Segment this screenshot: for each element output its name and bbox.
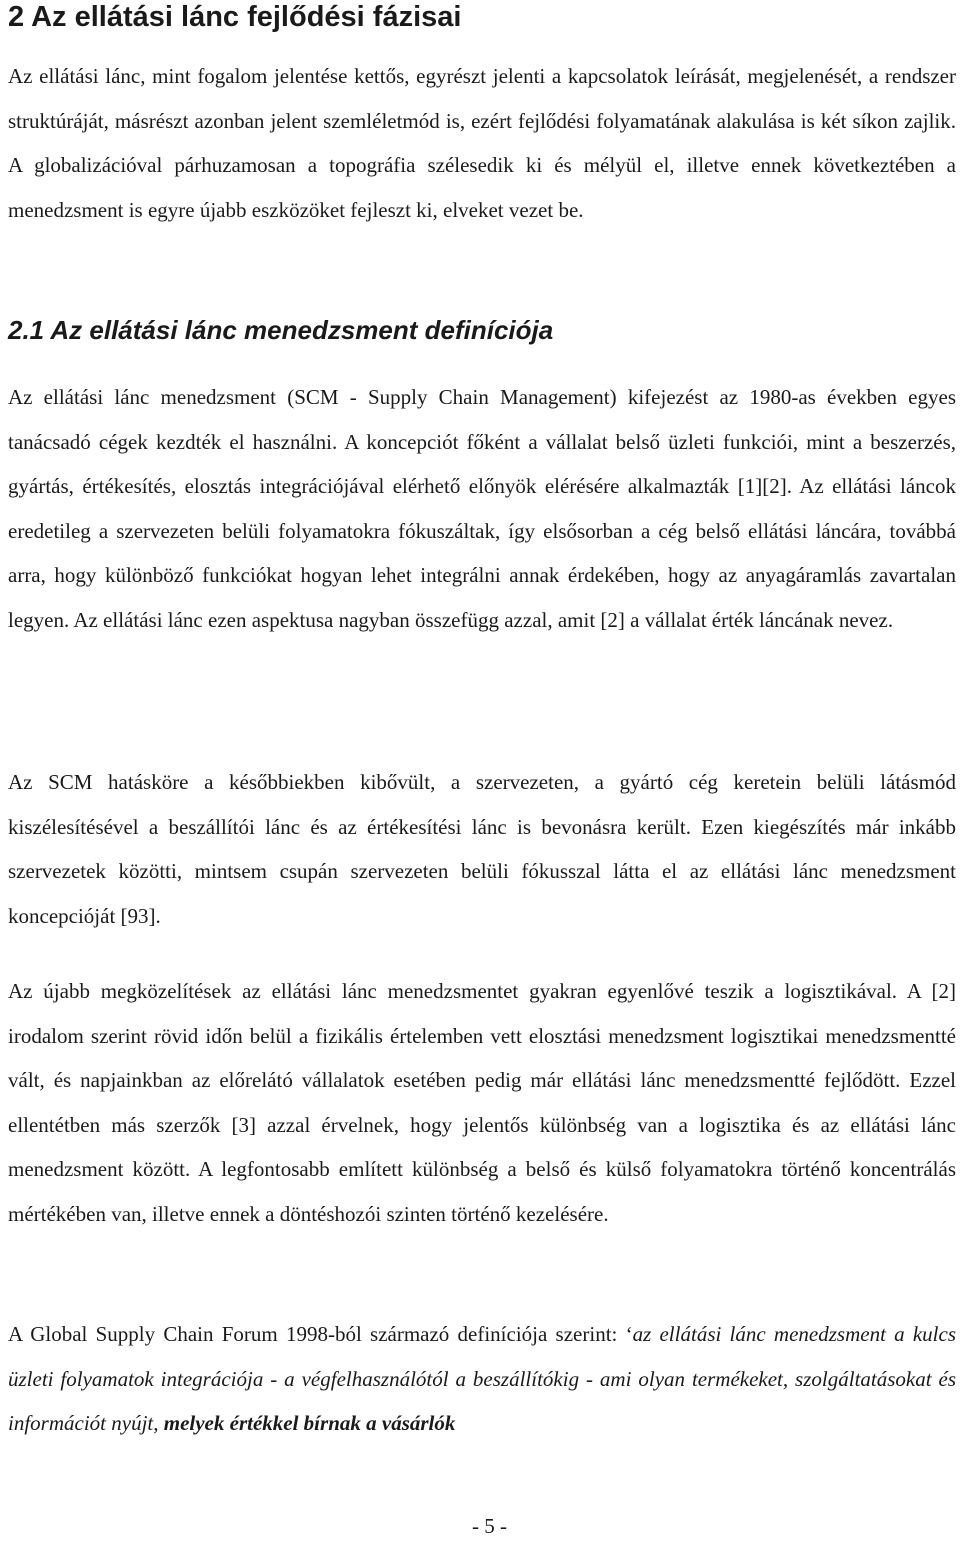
definition-quote-emphasis: melyek értékkel bírnak a vásárlók <box>163 1411 456 1435</box>
body-paragraph-3: Az újabb megközelítések az ellátási lánc menedzsmentet gyakran egyenlővé teszik a logisztikával. A [2] irodalom szerint rövid időn belül a fizikális értelemben vett elosztási menedzsment logisztikai menedzsmentté vált, és napjainkban az előrelátó vállalatok esetében pedig már ellátási lánc menedzsmentté fejlődött. Ezzel ellentétben más szerzők [3] azzal érvelnek, hogy jelentős különbség van a logisztika és az ellátási lánc menedzsment között. A legfontosabb említett különbség a belső és külső folyamatokra történő koncentrálás mértékében van, illetve ennek a döntéshozói szinten történő kezelésére. <box>8 979 956 1226</box>
definition-lead: A Global Supply Chain Forum 1998-ból származó definíciója szerint: ‘ <box>8 1322 633 1346</box>
definition-quote: az ellátási lánc menedzsment a kulcs üzleti folyamatok integrációja - a végfelhasználótól a beszállítókig - ami olyan termékeket, szolgáltatásokat és információt nyújt, <box>8 1322 957 1435</box>
body-paragraph-1: Az ellátási lánc menedzsment (SCM - Supply Chain Management) kifejezést az 1980-as években egyes tanácsadó cégek kezdték el használni. A koncepciót főként a vállalat belső üzleti funkciói, mint a beszerzés, gyártás, értékesítés, elosztás integrációjával elérhető előnyök elérésére alkalmazták [1][2]. Az ellátási láncok eredetileg a szervezeten belüli folyamatokra fókuszáltak, így elsősorban a cég belső ellátási láncára, továbbá arra, hogy különböző funkciókat hogyan lehet integrálni annak érdekében, hogy az anyagáramlás zavartalan legyen. Az ellátási lánc ezen aspektusa nagyban összefügg azzal, amit [2] a vállalat érték láncának nevez. <box>8 385 956 632</box>
intro-paragraph: Az ellátási lánc, mint fogalom jelentése kettős, egyrészt jelenti a kapcsolatok leírását, megjelenését, a rendszer struktúráját, másrészt azonban jelent szemléletmód is, ezért fejlődési folyamatának alakulása is két síkon zajlik. A globalizációval párhuzamosan a topográfia szélesedik ki és mélyül el, illetve ennek következtében a menedzsment is egyre újabb eszközöket fejleszt ki, elveket vezet be. <box>8 64 956 222</box>
section-heading: 2.1 Az ellátási lánc menedzsment definíciója <box>8 315 554 345</box>
body-paragraph-2: Az SCM hatásköre a későbbiekben kibővült, a szervezeten, a gyártó cég keretein belüli látásmód kiszélesítésével a beszállítói lánc és az értékesítési lánc is bevonásra került. Ezen kiegészítés már inkább szervezetek közötti, mintsem csupán szervezeten belüli fókusszal látta el az ellátási lánc menedzsment koncepcióját [93]. <box>8 770 956 928</box>
page-number: - 5 - <box>472 1514 507 1538</box>
chapter-heading: 2 Az ellátási lánc fejlődési fázisai <box>8 1 462 33</box>
body-paragraph-4 <box>8 1312 956 1446</box>
